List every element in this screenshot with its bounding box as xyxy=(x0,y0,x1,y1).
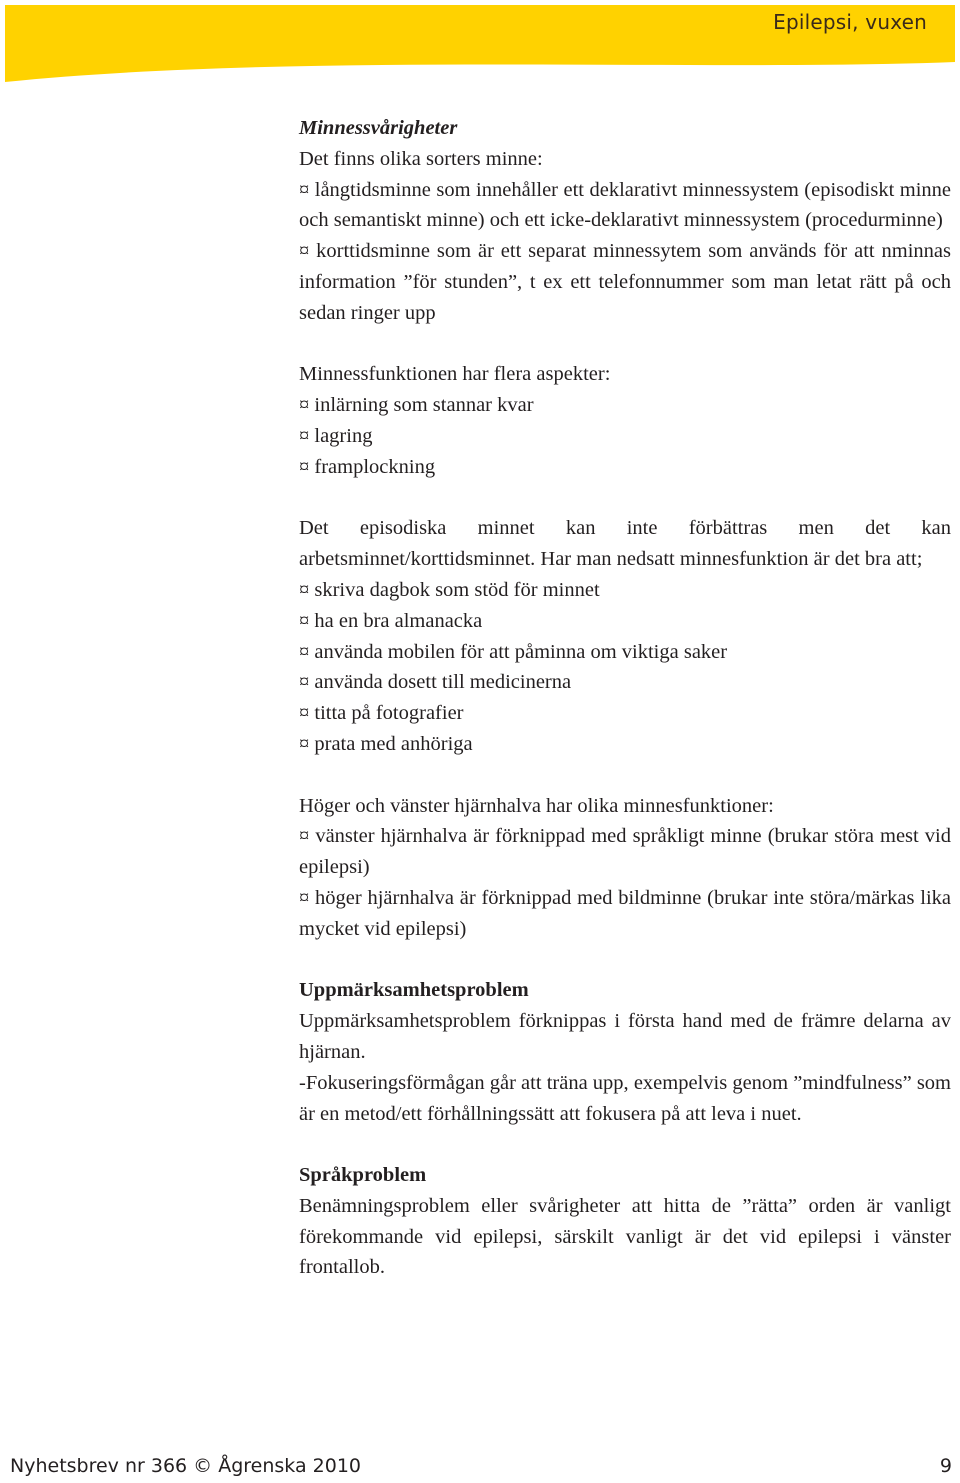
aspects-intro: Minnessfunktionen har flera aspekter: xyxy=(299,363,611,386)
page-number: 9 xyxy=(939,1455,952,1477)
list-item: ¤ använda dosett till medicinerna xyxy=(299,671,572,694)
advice-intro: Det episodiska minnet kan inte förbättras men det kan arbetsminnet/korttidsminnet. Har man nedsatt minnesfunktion är det bra att; xyxy=(299,517,951,571)
spacer xyxy=(299,1129,951,1160)
spacer xyxy=(299,483,951,514)
memory-type-short-term: ¤ korttidsminne som är ett separat minnessytem som används för att nminnas information ”för stunden”, t ex ett telefonnummer som man letat rätt på och sedan ringer upp xyxy=(299,240,951,324)
attention-para-1: Uppmärksamhetsproblem förknippas i första hand med de främre delarna av hjärnan. xyxy=(299,1010,951,1063)
attention-para-2: -Fokuseringsförmågan går att träna upp, exempelvis genom ”mindfulness” som är en metod/ett förhållningssätt att fokusera på att leva i nuet. xyxy=(299,1071,951,1125)
list-item: ¤ ha en bra almanacka xyxy=(299,609,483,632)
list-item: ¤ skriva dagbok som stöd för minnet xyxy=(299,578,600,601)
list-item: ¤ framplockning xyxy=(299,455,436,478)
spacer xyxy=(299,945,951,976)
list-item: ¤ titta på fotografier xyxy=(299,702,464,725)
spacer xyxy=(299,760,951,791)
memory-intro: Det finns olika sorters minne: xyxy=(299,147,543,170)
footer-publication: Nyhetsbrev nr 366 © Ågrenska 2010 xyxy=(10,1455,361,1477)
spacer xyxy=(299,329,951,360)
memory-heading: Minnessvårigheter xyxy=(299,117,458,139)
article-body xyxy=(299,113,951,1283)
list-item: ¤ prata med anhöriga xyxy=(299,732,473,755)
list-item: ¤ inlärning som stannar kvar xyxy=(299,394,534,417)
language-heading: Språkproblem xyxy=(299,1164,427,1187)
attention-heading: Uppmärksamhetsproblem xyxy=(299,979,529,1002)
header-band xyxy=(0,0,960,90)
hemisphere-left: ¤ vänster hjärnhalva är förknippad med språkligt minne (brukar störa mest vid epilepsi) xyxy=(299,825,951,879)
hemisphere-right: ¤ höger hjärnhalva är förknippad med bildminne (brukar inte störa/märkas lika mycket vid epilepsi) xyxy=(299,886,951,940)
list-item: ¤ lagring xyxy=(299,424,373,447)
memory-type-long-term: ¤ långtidsminne som innehåller ett deklarativt minnessystem (episodiskt minne och semantiskt minne) och ett icke-deklarativt minnessystem (procedurminne) xyxy=(299,178,951,232)
language-para-1: Benämningsproblem eller svårigheter att hitta de ”rätta” orden är vanligt förekommande vid epilepsi, särskilt vanligt är det vid epilepsi i vänster frontallob. xyxy=(299,1194,951,1279)
list-item: ¤ använda mobilen för att påminna om viktiga saker xyxy=(299,640,728,663)
header-title: Epilepsi, vuxen xyxy=(773,10,927,34)
hemisphere-intro: Höger och vänster hjärnhalva har olika minnesfunktioner: xyxy=(299,794,774,817)
